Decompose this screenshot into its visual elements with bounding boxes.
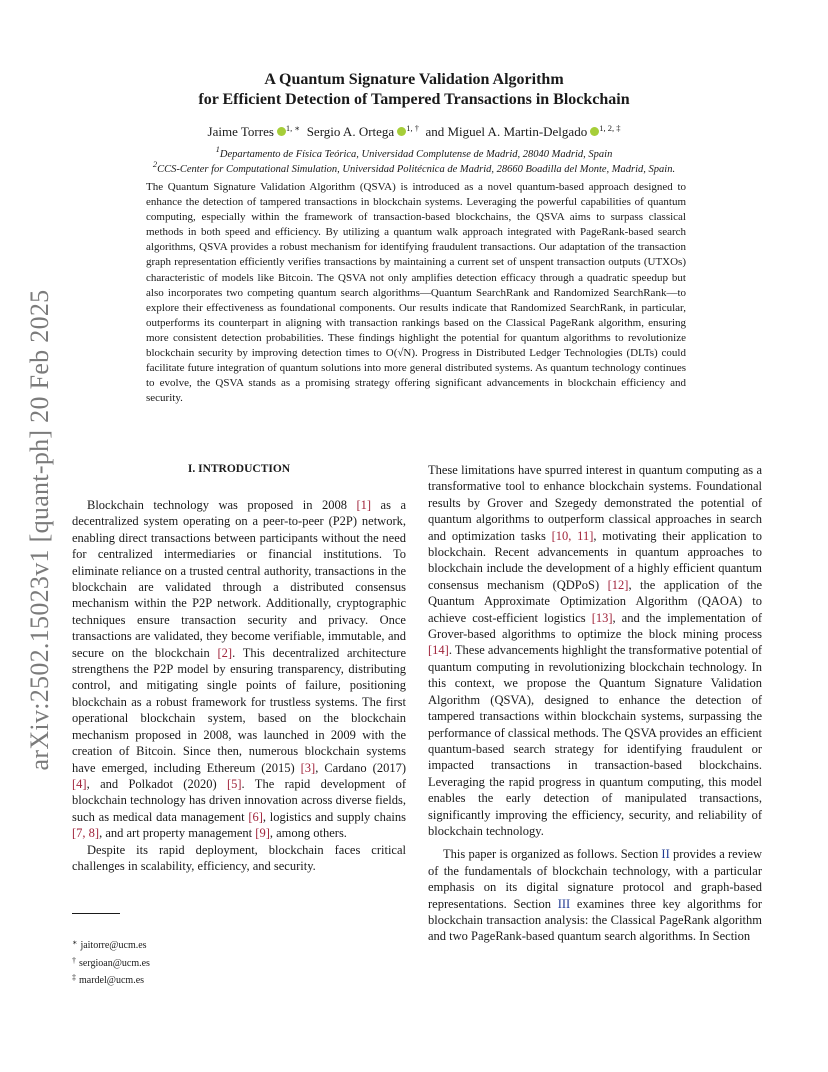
author-name-3: Miguel A. Martin-Delgado bbox=[447, 124, 588, 139]
footnote-email[interactable]: jaitorre@ucm.es bbox=[80, 940, 147, 951]
citation-link[interactable]: [12] bbox=[607, 577, 629, 592]
affiliation-text-1: Departamento de Física Teórica, Universidad Complutense de Madrid, 28040 Madrid, Spain bbox=[219, 149, 613, 160]
citation-link[interactable]: [5] bbox=[226, 776, 242, 791]
author-marks-2: 1, † bbox=[406, 123, 419, 133]
affiliation-2 bbox=[0, 157, 828, 177]
author-name-2: Sergio A. Ortega bbox=[306, 124, 395, 139]
footnote-divider bbox=[72, 913, 120, 914]
arxiv-identifier-text: arXiv:2502.15023v1 [quant-ph] 20 Feb 2025 bbox=[25, 289, 54, 771]
citation-link[interactable]: [6] bbox=[248, 809, 263, 824]
left-column bbox=[72, 497, 406, 874]
citation-link[interactable]: [4] bbox=[72, 776, 87, 791]
section-reference-link[interactable]: II bbox=[661, 847, 670, 862]
author-name-1: Jaime Torres bbox=[207, 124, 274, 139]
citation-link[interactable]: [14] bbox=[428, 643, 449, 658]
author-list bbox=[0, 123, 828, 140]
footnote-mark: ‡ bbox=[72, 973, 76, 982]
citation-link[interactable]: [7, 8] bbox=[72, 826, 100, 841]
footnote-1 bbox=[72, 936, 150, 954]
orcid-icon[interactable] bbox=[277, 127, 286, 136]
affiliation-mark-2: 2 bbox=[152, 159, 158, 169]
citation-link[interactable]: [3] bbox=[300, 760, 316, 775]
orcid-icon[interactable] bbox=[590, 127, 599, 136]
arxiv-identifier-stamp bbox=[20, 280, 60, 780]
footnote-email[interactable]: mardel@ucm.es bbox=[79, 975, 145, 986]
citation-link[interactable]: [1] bbox=[356, 498, 372, 512]
citation-link[interactable]: [2] bbox=[217, 645, 233, 660]
footnote-2 bbox=[72, 954, 150, 972]
section-reference-link[interactable]: III bbox=[557, 896, 571, 911]
orcid-icon[interactable] bbox=[397, 127, 406, 136]
footnote-mark: † bbox=[72, 955, 76, 965]
author-conjunction: and bbox=[425, 124, 445, 139]
citation-link[interactable]: [9] bbox=[255, 826, 270, 841]
paper-title-line-2: for Efficient Detection of Tampered Transactions in Blockchain bbox=[198, 91, 630, 108]
footnotes bbox=[72, 936, 150, 989]
affiliation-mark-1: 1 bbox=[215, 144, 220, 154]
footnote-mark: ∗ bbox=[72, 938, 78, 947]
paragraph: Blockchain technology was proposed in 2008 [1] as a decentralized system operating on a peer-to-peer (P2P) network, enabling direct transactions between participants without the need for centralized intermediaries or financial institutions. To eliminate reliance on a trusted central authority, transactions in the blockchain are validated through a distributed consensus mechanism within the P2P network. Additionally, cryptographic techniques ensure transaction security and privacy. Once transactions are validated, they become verifiable, immutable, and secure on the blockchain [2]. This decentralized architecture strengthens the P2P model by ensuring transparency, distributing control, and mitigating single points of failure, positioning blockchain as a robust framework for trustless systems. The first operational blockchain system, based on the blockchain mechanism proposed in 2008, was launched in 2009 with the creation of Bitcoin. Since then, numerous blockchain systems have emerged, including Ethereum (2015) [3], Cardano (2017) [4], and Polkadot (2020) [5]. The rapid development of blockchain technology has driven innovation across diverse fields, such as medical data management [6], logistics and supply chains [7, 8], and art property management [9], among others. bbox=[72, 498, 406, 841]
author-marks-3: 1, 2, ‡ bbox=[599, 123, 621, 133]
abstract: The Quantum Signature Validation Algorithm (QSVA) is introduced as a novel quantum-based approach designed to enhance the detection of tampered transactions in blockchain systems. Leveraging the powerful capabilities of quantum computing, especially within the framework of transaction-based blockchains, the QSVA aims to surpass classical methods in both speed and efficiency. By utilizing a quantum walk approach integrated with PageRank-based search algorithms, QSVA provides a robust mechanism for identifying fraudulent transactions. Our adaptation of the transaction graph representation efficiently verifies transactions by maintaining a current set of unspent transaction outputs (UTXOs) characteristic of models like Bitcoin. The QSVA not only amplifies detection efficacy through a quadratic speedup but also incorporates two competing quantum search algorithms—Quantum SearchRank and Randomized SearchRank—to explore their effectiveness as foundational components. Our results indicate that Randomized SearchRank, in particular, outperforms its counterpart in aligning with transaction rankings based on the Classical PageRank algorithm, ensuring more consistent detection probabilities. These findings highlight the potential for quantum algorithms to revolutionize blockchain security by improving detection times to O(√N). Progress in Distributed Ledger Technologies (DLTs) could facilitate future integration of quantum solutions into more general distributed systems. As quantum technology continues to evolve, the QSVA stands as a promising strategy offering significant advancements in blockchain efficiency and security. bbox=[146, 181, 686, 405]
affiliation-text-2: CCS-Center for Computational Simulation, Universidad Politécnica de Madrid, 28660 Boadilla del Monte, Madrid, Spain. bbox=[157, 164, 676, 175]
section-heading-introduction: I. INTRODUCTION bbox=[187, 463, 291, 475]
right-column bbox=[428, 462, 762, 945]
citation-link[interactable]: [10, 11] bbox=[551, 528, 594, 543]
paper-title-line-1: A Quantum Signature Validation Algorithm bbox=[264, 71, 564, 88]
footnote-email[interactable]: sergioan@ucm.es bbox=[79, 957, 150, 969]
footnote-3 bbox=[72, 971, 150, 989]
paragraph: These limitations have spurred interest in quantum computing as a transformative tool to enhance blockchain systems. Foundational results by Grover and Szegedy demonstrated the potential of quantum algorithms to outperform classical approaches in search and optimization tasks [10, 11], motivating their application to blockchain. Recent advancements in quantum approaches to blockchain include the development of a highly efficient quantum consensus mechanism (QDPoS) [12], the application of the Quantum Approximate Optimization Algorithm (QAOA) to achieve cost-efficient logistics [13], and the implementation of Grover-based algorithms to optimize the block mining process [14]. These advancements highlight the transformative potential of quantum computing in revolutionizing blockchain technology. In this context, we propose the Quantum Signature Validation Algorithm (QSVA), designed to enhance the detection of tampered transactions within blockchain systems, surpassing the performance of classical methods. The QSVA provides an efficient quantum-based search strategy for identifying fraudulent or impacted transactions in transaction-based blockchains. Leveraging the rapid progress in quantum computing, this model enables the early detection of manipulated transactions, significantly improving the efficiency, security, and reliability of blockchain technology. bbox=[428, 463, 763, 838]
author-marks-1: 1, ∗ bbox=[285, 123, 301, 133]
citation-link[interactable]: [13] bbox=[591, 610, 613, 625]
paragraph: Despite its rapid deployment, blockchain faces critical challenges in scalability, efficiency, and security. bbox=[72, 842, 406, 873]
paragraph: This paper is organized as follows. Section II provides a review of the fundamentals of blockchain technology, with a particular emphasis on its digital signature protocol and graph-based representations. Section III examines three key algorithms for blockchain transaction analysis: the Classical PageRank algorithm and two PageRank-based quantum search algorithms. In Section bbox=[428, 847, 763, 944]
